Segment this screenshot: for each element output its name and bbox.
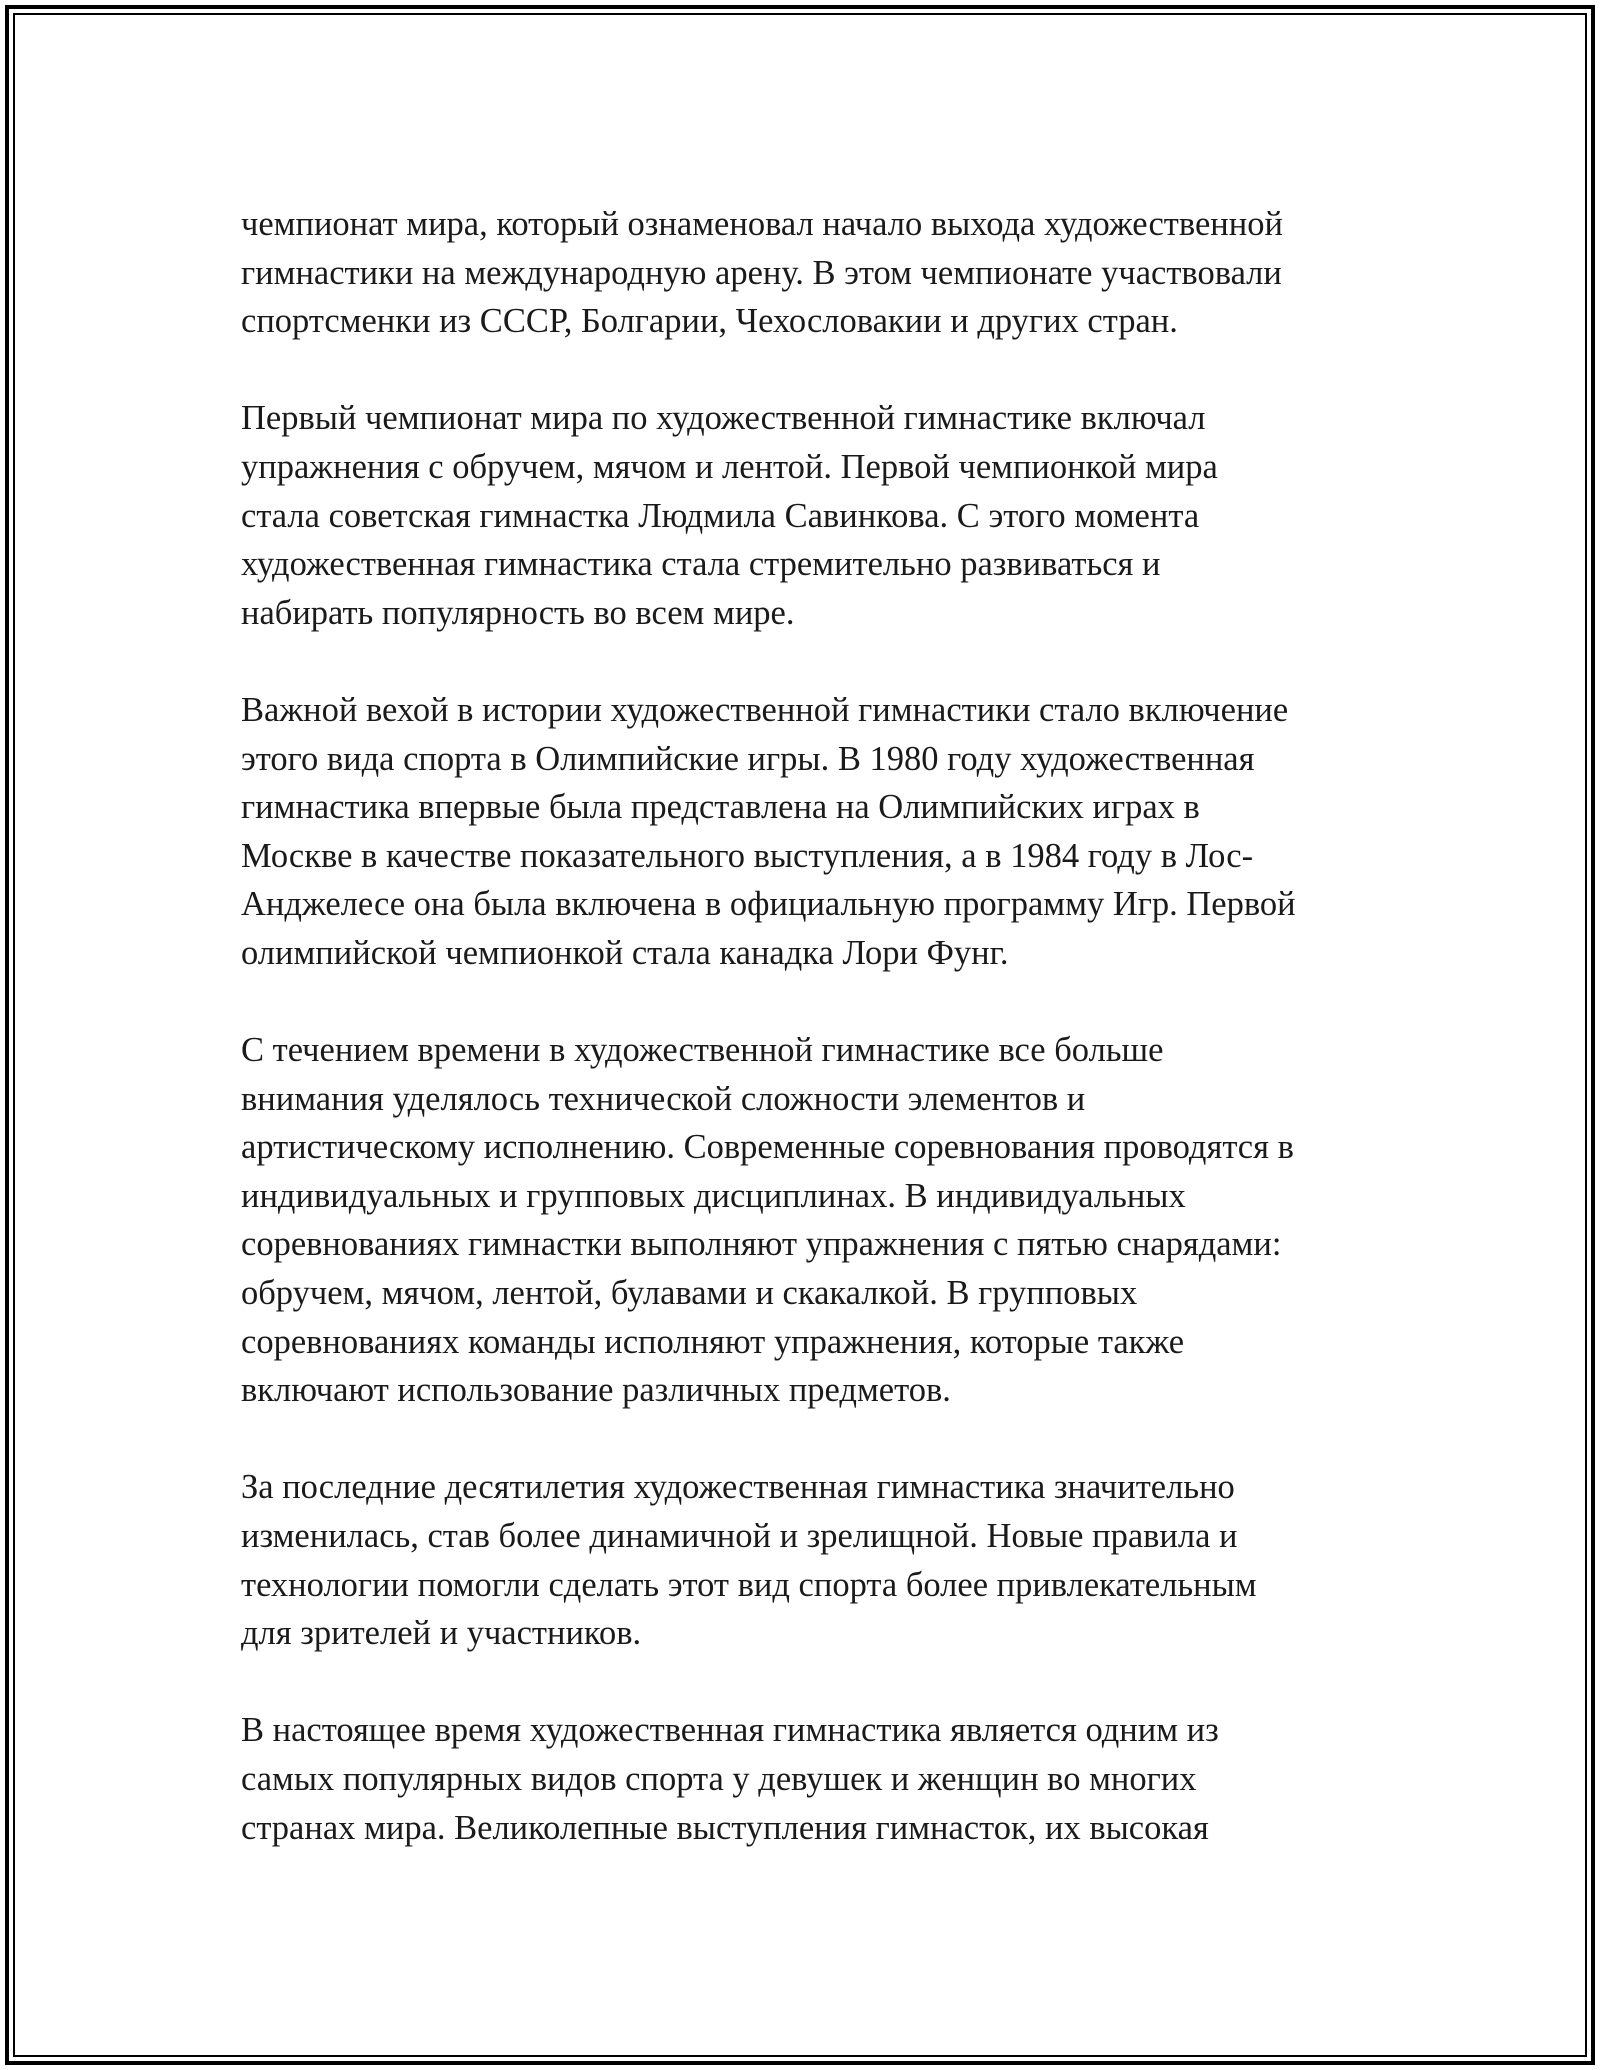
page-border-outer (5, 5, 1595, 2065)
text-line: гимнастика впервые была представлена на Олимпийских играх в (241, 788, 1200, 827)
text-line: чемпионат мира, который ознаменовал начало выхода художественной (241, 205, 1283, 243)
text-line: упражнения с обручем, мячом и лентой. Первой чемпионкой мира (241, 447, 1218, 486)
text-line: изменилась, став более динамичной и зрелищной. Новые правила и (241, 1517, 1238, 1556)
paragraph (241, 394, 1381, 637)
text-line: набирать популярность во всем мире. (241, 593, 795, 632)
text-line: Важной вехой в истории художественной гимнастики стало включение (241, 690, 1289, 729)
text-line: соревнованиях гимнастки выполняют упражнения с пятью снарядами: (241, 1225, 1282, 1264)
text-line: Первый чемпионат мира по художественной гимнастике включал (241, 399, 1206, 438)
text-line: соревнованиях команды исполняют упражнения, которые также (241, 1322, 1185, 1361)
paragraph (241, 686, 1381, 978)
text-line: С течением времени в художественной гимнастике все больше (241, 1031, 1164, 1070)
text-line: обручем, мячом, лентой, булавами и скакалкой. В групповых (241, 1274, 1138, 1313)
text-line: За последние десятилетия художественная гимнастика значительно (241, 1468, 1235, 1507)
text-line: индивидуальных и групповых дисциплинах. В индивидуальных (241, 1176, 1186, 1215)
text-line: странах мира. Великолепные выступления гимнасток, их высокая (241, 1808, 1209, 1847)
text-line: внимания уделялось технической сложности элементов и (241, 1079, 1086, 1118)
text-line: самых популярных видов спорта у девушек и женщин во многих (241, 1760, 1197, 1798)
text-line: Москве в качестве показательного выступления, а в 1984 году в Лос- (241, 836, 1254, 875)
text-line: этого вида спорта в Олимпийские игры. В 1980 году художественная (241, 739, 1255, 778)
page-border-inner (13, 13, 1587, 2057)
paragraph (241, 1463, 1381, 1657)
text-line: В настоящее время художественная гимнастика является одним из (241, 1711, 1219, 1750)
paragraph (241, 1706, 1381, 1852)
text-line: включают использование различных предметов. (241, 1371, 951, 1410)
text-line: олимпийской чемпионкой стала канадка Лори Фунг. (241, 933, 1009, 972)
paragraph (241, 200, 1381, 346)
paragraph (241, 1026, 1381, 1415)
text-line: артистическому исполнению. Современные соревнования проводятся в (241, 1128, 1294, 1167)
document-body (241, 200, 1381, 1901)
text-line: для зрителей и участников. (241, 1614, 642, 1653)
text-line: Анджелесе она была включена в официальную программу Игр. Первой (241, 885, 1296, 924)
text-line: стала советская гимнастка Людмила Савинкова. С этого момента (241, 496, 1200, 535)
text-line: гимнастики на международную арену. В этом чемпионате участвовали (241, 253, 1282, 292)
text-line: художественная гимнастика стала стремительно развиваться и (241, 545, 1161, 584)
text-line: спортсменки из СССР, Болгарии, Чехословакии и других стран. (241, 302, 1178, 341)
text-line: технологии помогли сделать этот вид спорта более привлекательным (241, 1565, 1257, 1604)
